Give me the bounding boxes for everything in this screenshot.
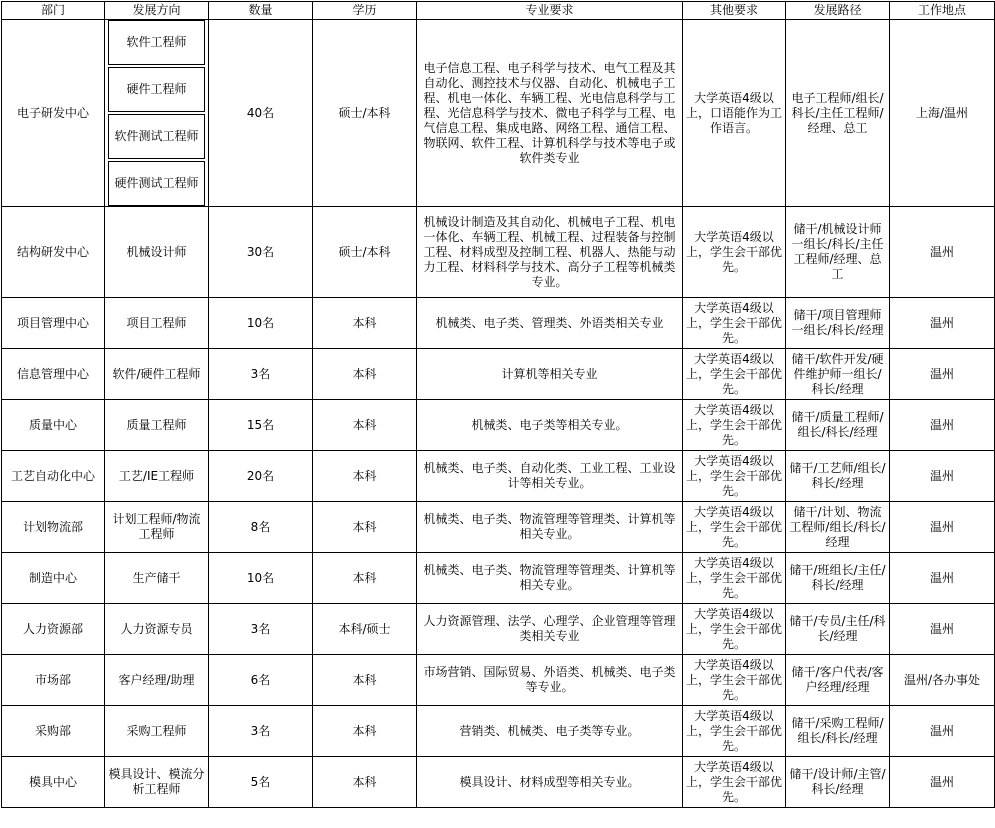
- path-cell: 储干/专员/主任/科长/经理: [786, 604, 890, 655]
- location-cell: 温州: [890, 706, 995, 757]
- table-row: [2, 20, 995, 207]
- location-cell: 温州: [890, 604, 995, 655]
- direction-cell: 模具设计、模流分析工程师: [105, 757, 209, 808]
- table-row: [2, 400, 995, 451]
- direction-item: 硬件测试工程师: [108, 161, 205, 206]
- other-cell: 大学英语4级以上，学生会干部优先。: [683, 400, 786, 451]
- direction-cell: 采购工程师: [105, 706, 209, 757]
- direction-cell: 客户经理/助理: [105, 655, 209, 706]
- major-cell: 机械类、电子类等相关专业。: [417, 400, 683, 451]
- count-cell: 15名: [209, 400, 313, 451]
- table-row: [2, 298, 995, 349]
- major-cell: 营销类、机械类、电子类等专业。: [417, 706, 683, 757]
- recruitment-table: [1, 1, 995, 808]
- table-row: [2, 553, 995, 604]
- education-cell: 本科: [313, 706, 417, 757]
- education-cell: 本科/硕士: [313, 604, 417, 655]
- header-path: 发展路径: [786, 2, 890, 20]
- table-row: [2, 655, 995, 706]
- direction-cell: 人力资源专员: [105, 604, 209, 655]
- location-cell: 温州: [890, 400, 995, 451]
- path-cell: 储干/设计师/主管/科长/经理: [786, 757, 890, 808]
- table-row: [2, 207, 995, 298]
- count-cell: 3名: [209, 349, 313, 400]
- count-cell: 8名: [209, 502, 313, 553]
- other-cell: 大学英语4级以上，学生会干部优先。: [683, 502, 786, 553]
- path-cell: 储干/客户代表/客户经理/经理: [786, 655, 890, 706]
- count-cell: 40名: [209, 20, 313, 207]
- education-cell: 本科: [313, 451, 417, 502]
- location-cell: 温州/各办事处: [890, 655, 995, 706]
- other-cell: 大学英语4级以上，学生会干部优先。: [683, 757, 786, 808]
- header-other: 其他要求: [683, 2, 786, 20]
- location-cell: 温州: [890, 502, 995, 553]
- major-cell: 机械类、电子类、自动化类、工业工程、工业设计等相关专业。: [417, 451, 683, 502]
- education-cell: 本科: [313, 655, 417, 706]
- dept-cell: 项目管理中心: [2, 298, 105, 349]
- education-cell: 硕士/本科: [313, 20, 417, 207]
- path-cell: 储干/工艺师/组长/科长/经理: [786, 451, 890, 502]
- location-cell: 上海/温州: [890, 20, 995, 207]
- path-cell: 储干/机械设计师一组长/科长/主任工程师/经理、总工: [786, 207, 890, 298]
- other-cell: 大学英语4级以上，学生会干部优先。: [683, 553, 786, 604]
- education-cell: 本科: [313, 400, 417, 451]
- major-cell: 市场营销、国际贸易、外语类、机械类、电子类等专业。: [417, 655, 683, 706]
- path-cell: 储干/采购工程师/组长/科长/经理: [786, 706, 890, 757]
- major-cell: 计算机等相关专业: [417, 349, 683, 400]
- direction-cell: 软件/硬件工程师: [105, 349, 209, 400]
- other-cell: 大学英语4级以上，学生会干部优先。: [683, 207, 786, 298]
- count-cell: 3名: [209, 604, 313, 655]
- major-cell: 机械类、电子类、管理类、外语类相关专业: [417, 298, 683, 349]
- dept-cell: 结构研发中心: [2, 207, 105, 298]
- education-cell: 本科: [313, 349, 417, 400]
- header-row: [2, 2, 995, 20]
- direction-cell: 机械设计师: [105, 207, 209, 298]
- location-cell: 温州: [890, 451, 995, 502]
- count-cell: 10名: [209, 553, 313, 604]
- header-dept: 部门: [2, 2, 105, 20]
- direction-item: 软件测试工程师: [108, 114, 205, 159]
- direction-cell: 工艺/IE工程师: [105, 451, 209, 502]
- major-cell: 机械设计制造及其自动化、机械电子工程、机电一体化、车辆工程、机械工程、过程装备与控制工程、材料成型及控制工程、机器人、热能与动力工程、材料科学与技术、高分子工程等机械类专业。: [417, 207, 683, 298]
- path-cell: 储干/班组长/主任/科长/经理: [786, 553, 890, 604]
- dept-cell: 信息管理中心: [2, 349, 105, 400]
- education-cell: 硕士/本科: [313, 207, 417, 298]
- other-cell: 大学英语4级以上，学生会干部优先。: [683, 604, 786, 655]
- dept-cell: 电子研发中心: [2, 20, 105, 207]
- count-cell: 30名: [209, 207, 313, 298]
- dept-cell: 计划物流部: [2, 502, 105, 553]
- direction-item: 硬件工程师: [108, 67, 205, 112]
- table-row: [2, 604, 995, 655]
- header-location: 工作地点: [890, 2, 995, 20]
- table-row: [2, 451, 995, 502]
- count-cell: 20名: [209, 451, 313, 502]
- other-cell: 大学英语4级以上，学生会干部优先。: [683, 706, 786, 757]
- dept-cell: 工艺自动化中心: [2, 451, 105, 502]
- count-cell: 3名: [209, 706, 313, 757]
- major-cell: 机械类、电子类、物流管理等管理类、计算机等相关专业。: [417, 553, 683, 604]
- dept-cell: 制造中心: [2, 553, 105, 604]
- direction-item: 软件工程师: [108, 20, 205, 65]
- path-cell: 储干/项目管理师一组长/科长/经理: [786, 298, 890, 349]
- location-cell: 温州: [890, 298, 995, 349]
- other-cell: 大学英语4级以上，学生会干部优先。: [683, 451, 786, 502]
- education-cell: 本科: [313, 502, 417, 553]
- table-row: [2, 349, 995, 400]
- direction-cell: 项目工程师: [105, 298, 209, 349]
- path-cell: 储干/质量工程师/组长/科长/经理: [786, 400, 890, 451]
- other-cell: 大学英语4级以上，学生会干部优先。: [683, 298, 786, 349]
- major-cell: 模具设计、材料成型等相关专业。: [417, 757, 683, 808]
- header-direction: 发展方向: [105, 2, 209, 20]
- table-row: [2, 757, 995, 808]
- table-row: [2, 502, 995, 553]
- other-cell: 大学英语4级以上，学生会干部优先。: [683, 655, 786, 706]
- location-cell: 温州: [890, 757, 995, 808]
- dept-cell: 质量中心: [2, 400, 105, 451]
- education-cell: 本科: [313, 553, 417, 604]
- education-cell: 本科: [313, 298, 417, 349]
- other-cell: 大学英语4级以上，口语能作为工作语言。: [683, 20, 786, 207]
- dept-cell: 市场部: [2, 655, 105, 706]
- count-cell: 6名: [209, 655, 313, 706]
- direction-cell: [105, 20, 209, 207]
- major-cell: 机械类、电子类、物流管理等管理类、计算机等相关专业。: [417, 502, 683, 553]
- count-cell: 5名: [209, 757, 313, 808]
- location-cell: 温州: [890, 553, 995, 604]
- major-cell: 人力资源管理、法学、心理学、企业管理等管理类相关专业: [417, 604, 683, 655]
- education-cell: 本科: [313, 757, 417, 808]
- dept-cell: 人力资源部: [2, 604, 105, 655]
- path-cell: 储干/计划、物流工程师/组长/科长/经理: [786, 502, 890, 553]
- direction-cell: 质量工程师: [105, 400, 209, 451]
- table-row: [2, 706, 995, 757]
- dept-cell: 采购部: [2, 706, 105, 757]
- other-cell: 大学英语4级以上，学生会干部优先。: [683, 349, 786, 400]
- direction-cell: 计划工程师/物流工程师: [105, 502, 209, 553]
- location-cell: 温州: [890, 207, 995, 298]
- count-cell: 10名: [209, 298, 313, 349]
- location-cell: 温州: [890, 349, 995, 400]
- header-education: 学历: [313, 2, 417, 20]
- header-count: 数量: [209, 2, 313, 20]
- dept-cell: 模具中心: [2, 757, 105, 808]
- path-cell: 储干/软件开发/硬件维护师一组长/科长/经理: [786, 349, 890, 400]
- major-cell: 电子信息工程、电子科学与技术、电气工程及其自动化、测控技术与仪器、自动化、机械电子工程、机电一体化、车辆工程、光电信息科学与工程、光信息科学与技术、微电子科学与工程、电气信息工程、集成电路、网络工程、通信工程、物联网、软件工程、计算机科学与技术等电子或软件类专业: [417, 20, 683, 207]
- direction-cell: 生产储干: [105, 553, 209, 604]
- header-major: 专业要求: [417, 2, 683, 20]
- path-cell: 电子工程师/组长/科长/主任工程师/经理、总工: [786, 20, 890, 207]
